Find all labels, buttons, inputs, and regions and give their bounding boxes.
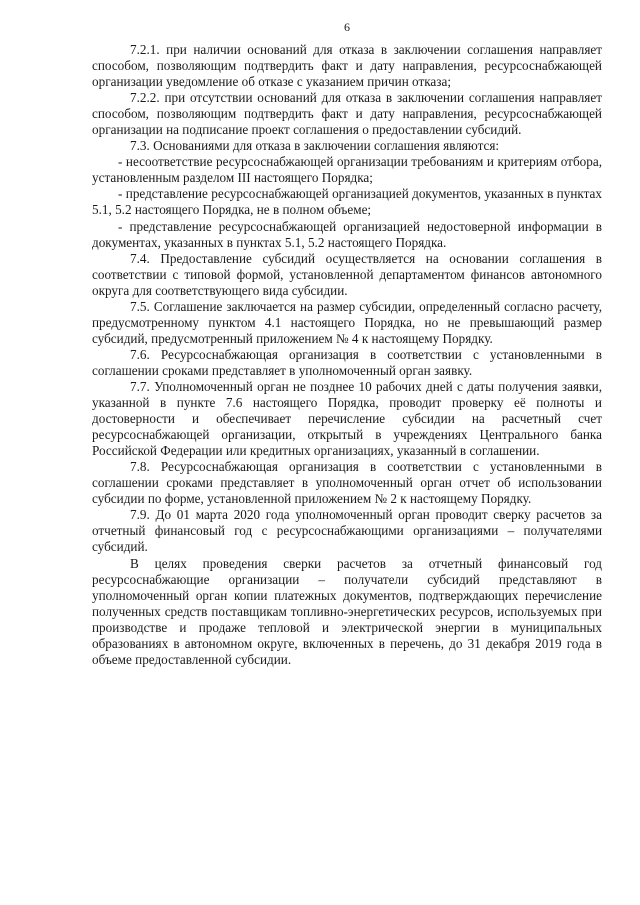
list-item-refusal-3: - представление ресурсоснабжающей организацией недостоверной информации в документах, указанных в пунктах 5.1, 5.2 настоящего Порядка.	[92, 218, 602, 250]
list-item-refusal-1: - несоответствие ресурсоснабжающей организации требованиям и критериям отбора, установленным разделом III настоящего Порядка;	[92, 154, 602, 186]
list-item-refusal-2: - представление ресурсоснабжающей организацией документов, указанных в пунктах 5.1, 5.2 настоящего Порядка, не в полном объеме;	[92, 186, 602, 218]
paragraph-7-7: 7.7. Уполномоченный орган не позднее 10 рабочих дней с даты получения заявки, указанной в пункте 7.6 настоящего Порядка, проводит проверку её полноты и достоверности и обеспечивает перечисление субсидии на расчетный счет ресурсоснабжающей организации, открытый в учреждениях Центрального банка Российской Федерации или кредитных организациях, указанный в соглашении.	[92, 378, 602, 459]
paragraph-7-2-2: 7.2.2. при отсутствии оснований для отказа в заключении соглашения направляет способом, позволяющим подтвердить факт и дату направления, ресурсоснабжающей организации на подписание проект соглашения о предоставлении субсидий.	[92, 90, 602, 138]
paragraph-7-3: 7.3. Основаниями для отказа в заключении соглашения являются:	[130, 138, 500, 154]
paragraph-7-6: 7.6. Ресурсоснабжающая организация в соответствии с установленными в соглашении сроками представляет в уполномоченный орган заявку.	[92, 346, 602, 378]
paragraph-7-2-1: 7.2.1. при наличии оснований для отказа в заключении соглашения направляет способом, позволяющим подтвердить факт и дату направления, ресурсоснабжающей организации уведомление об отказе с указанием причин отказа;	[92, 42, 602, 90]
paragraph-7-4: 7.4. Предоставление субсидий осуществляется на основании соглашения в соответствии с типовой формой, установленной департаментом финансов автономного округа для соответствующего вида субсидии.	[92, 250, 602, 298]
paragraph-7-5: 7.5. Соглашение заключается на размер субсидии, определенный согласно расчету, предусмотренному пунктом 4.1 настоящего Порядка, но не превышающий размер субсидий, предусмотренный приложением № 4 к настоящему Порядку.	[92, 298, 602, 346]
page-number: 6	[344, 20, 350, 34]
paragraph-reconciliation: В целях проведения сверки расчетов за отчетный финансовый год ресурсоснабжающие организации – получатели субсидий представляют в уполномоченный орган копии платежных документов, подтверждающих перечисление полученных средств поставщикам топливно-энергетических ресурсов, используемых при производстве и продаже тепловой и электрической энергии в муниципальных образованиях в автономном округе, включенных в перечень, до 31 декабря 2019 года в объеме предоставленной субсидии.	[92, 555, 602, 667]
paragraph-7-8: 7.8. Ресурсоснабжающая организация в соответствии с установленными в соглашении сроками представляет в уполномоченный орган отчет об использовании субсидии по форме, установленной приложением № 2 к настоящему Порядку.	[92, 459, 602, 507]
paragraph-7-9: 7.9. До 01 марта 2020 года уполномоченный орган проводит сверку расчетов за отчетный финансовый год с ресурсоснабжающими организациями – получателями субсидий.	[92, 507, 602, 555]
